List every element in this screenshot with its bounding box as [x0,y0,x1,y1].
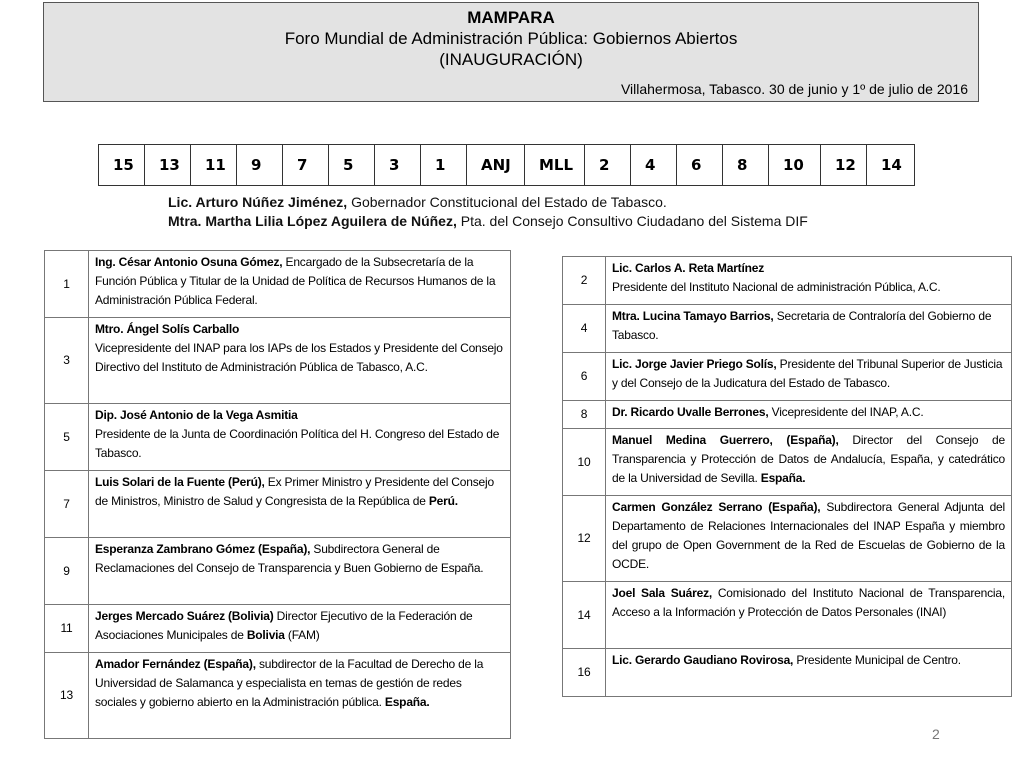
location-date: Villahermosa, Tabasco. 30 de junio y 1º de julio de 2016 [620,81,968,97]
participant-name: Dip. José Antonio de la Vega Asmitia [95,408,298,422]
participant-name: Lic. Jorge Javier Priego Solís, [612,357,777,371]
seat-cell: 10 [769,145,821,186]
participant-description: Ex Primer Ministro y Presidente del Consejo de Ministros, Ministro de Salud y Congresista de la República de [95,475,494,508]
seat-cell: 5 [329,145,375,186]
participant-name: Mtro. Ángel Solís Carballo [95,322,240,336]
authorities-block [168,193,808,231]
participant-name: Jerges Mercado Suárez (Bolivia) [95,609,274,623]
participant-info [606,353,1012,401]
authority-line [168,212,808,231]
authority-name: Mtra. Martha Lilia López Aguilera de Núñez, [168,213,457,229]
participant-name: Esperanza Zambrano Gómez (España), [95,542,311,556]
participant-country: España. [760,471,806,485]
table-row [45,605,511,653]
table-row [563,305,1012,353]
seat-number: 6 [563,353,606,401]
participant-name: Dr. Ricardo Uvalle Berrones, [612,405,769,419]
participant-description: Encargado de la Subsecretaría de la Función Pública y Titular de la Unidad de Política de Recursos Humanos de la Administración Pública Federal. [95,255,496,307]
table-row [563,496,1012,582]
participant-description: Subdirectora General Adjunta del Departamento de Relaciones Internacionales del INAP España y miembro del grupo de Open Government de la Red de Escuelas de Gobierno de la OCDE. [612,500,1005,571]
table-row [45,318,511,404]
participant-info [89,538,511,605]
seat-cell: 9 [237,145,283,186]
participant-description: Presidente del Tribunal Superior de Justicia y del Consejo de la Judicatura del Estado de Tabasco. [612,357,1003,390]
table-row [45,251,511,318]
seat-cell: 4 [631,145,677,186]
participant-description: Director del Consejo de Transparencia y Protección de Datos de Andalucía, España, y catedrático de la Universidad de Sevilla. [612,433,1006,485]
participant-description: Comisionado del Instituto Nacional de Transparencia, Acceso a la Información y Protección de Datos Personales (INAI) [612,586,1005,619]
seat-cell: 14 [867,145,915,186]
participant-name: Luis Solari de la Fuente (Perú), [95,475,265,489]
participant-info [606,649,1012,697]
seat-number: 3 [45,318,89,404]
participant-info [89,251,511,318]
participant-country: Bolivia [246,628,285,642]
participant-name: Carmen González Serrano (España), [612,500,821,514]
seating-order-table [98,144,915,186]
seat-number: 8 [563,401,606,429]
participant-name: Lic. Gerardo Gaudiano Rovirosa, [612,653,794,667]
seat-number: 12 [563,496,606,582]
seating-order-row [99,145,915,186]
seat-number: 16 [563,649,606,697]
participant-description: Vicepresidente del INAP para los IAPs de los Estados y Presidente del Consejo Directivo del Instituto de Administración Pública de Tabasco, A.C. [95,341,503,374]
page-number: 2 [932,726,940,742]
participant-description: Subdirectora General de Reclamaciones del Consejo de Transparencia y Buen Gobierno de España. [95,542,484,575]
participant-description: Director Ejecutivo de la Federación de Asociaciones Municipales de [95,609,473,642]
participant-name: Joel Sala Suárez, [612,586,713,600]
seat-number: 2 [563,257,606,305]
session-label: (INAUGURACIÓN) [439,50,583,69]
table-row [563,257,1012,305]
seat-cell: 6 [677,145,723,186]
seat-number: 1 [45,251,89,318]
participant-info [606,496,1012,582]
participant-info [606,257,1012,305]
participant-info [606,429,1012,496]
participant-name: Lic. Carlos A. Reta Martínez [612,261,764,275]
page-title: MAMPARA [467,8,555,27]
seat-cell: 2 [585,145,631,186]
left-participants-table [44,250,511,739]
participant-description: Secretaria de Contraloría del Gobierno de Tabasco. [612,309,992,342]
seat-cell: 11 [191,145,237,186]
participant-description: Vicepresidente del INAP, A.C. [768,405,924,419]
seat-cell: 3 [375,145,421,186]
participant-info [89,471,511,538]
participant-info [606,401,1012,429]
seat-cell: 1 [421,145,467,186]
participant-name: Amador Fernández (España), [95,657,256,671]
table-row [45,404,511,471]
participant-name: Manuel Medina Guerrero, (España), [612,433,839,447]
participant-description-end: (FAM) [284,628,320,642]
seat-number: 13 [45,653,89,739]
seat-cell: MLL [525,145,585,186]
authority-line [168,193,808,212]
authority-name: Lic. Arturo Núñez Jiménez, [168,194,348,210]
table-row [45,653,511,739]
participant-description: Presidente Municipal de Centro. [793,653,961,667]
participant-name: Ing. César Antonio Osuna Gómez, [95,255,283,269]
seat-cell: 12 [821,145,867,186]
seat-cell: 8 [723,145,769,186]
seat-number: 10 [563,429,606,496]
right-participants-table [562,256,1012,697]
participant-info [606,582,1012,649]
participant-description: subdirector de la Facultad de Derecho de la Universidad de Salamanca y especialista en temas de gestión de redes sociales y gobierno abierto en la Administración pública. [95,657,484,709]
table-row [45,471,511,538]
table-row [563,582,1012,649]
table-row [563,429,1012,496]
table-row [563,401,1012,429]
seat-number: 7 [45,471,89,538]
header-box [43,2,979,102]
seat-number: 14 [563,582,606,649]
participant-info [89,318,511,404]
participant-info [89,605,511,653]
participant-info [89,404,511,471]
participant-country: España. [384,695,430,709]
authority-role: Gobernador Constitucional del Estado de Tabasco. [347,194,667,210]
table-row [45,538,511,605]
participant-info [606,305,1012,353]
seat-cell: ANJ [467,145,525,186]
authority-role: Pta. del Consejo Consultivo Ciudadano del Sistema DIF [456,213,808,229]
seat-number: 11 [45,605,89,653]
seat-cell: 13 [145,145,191,186]
forum-title: Foro Mundial de Administración Pública: Gobiernos Abiertos [284,29,738,48]
seat-number: 9 [45,538,89,605]
participant-country: Perú. [428,494,458,508]
seat-cell: 7 [283,145,329,186]
participant-info [89,653,511,739]
participant-name: Mtra. Lucina Tamayo Barrios, [612,309,774,323]
table-row [563,353,1012,401]
participant-description: Presidente de la Junta de Coordinación Política del H. Congreso del Estado de Tabasco. [95,427,500,460]
seat-cell: 15 [99,145,145,186]
seat-number: 5 [45,404,89,471]
table-row [563,649,1012,697]
participant-description: Presidente del Instituto Nacional de administración Pública, A.C. [612,280,941,294]
seat-number: 4 [563,305,606,353]
